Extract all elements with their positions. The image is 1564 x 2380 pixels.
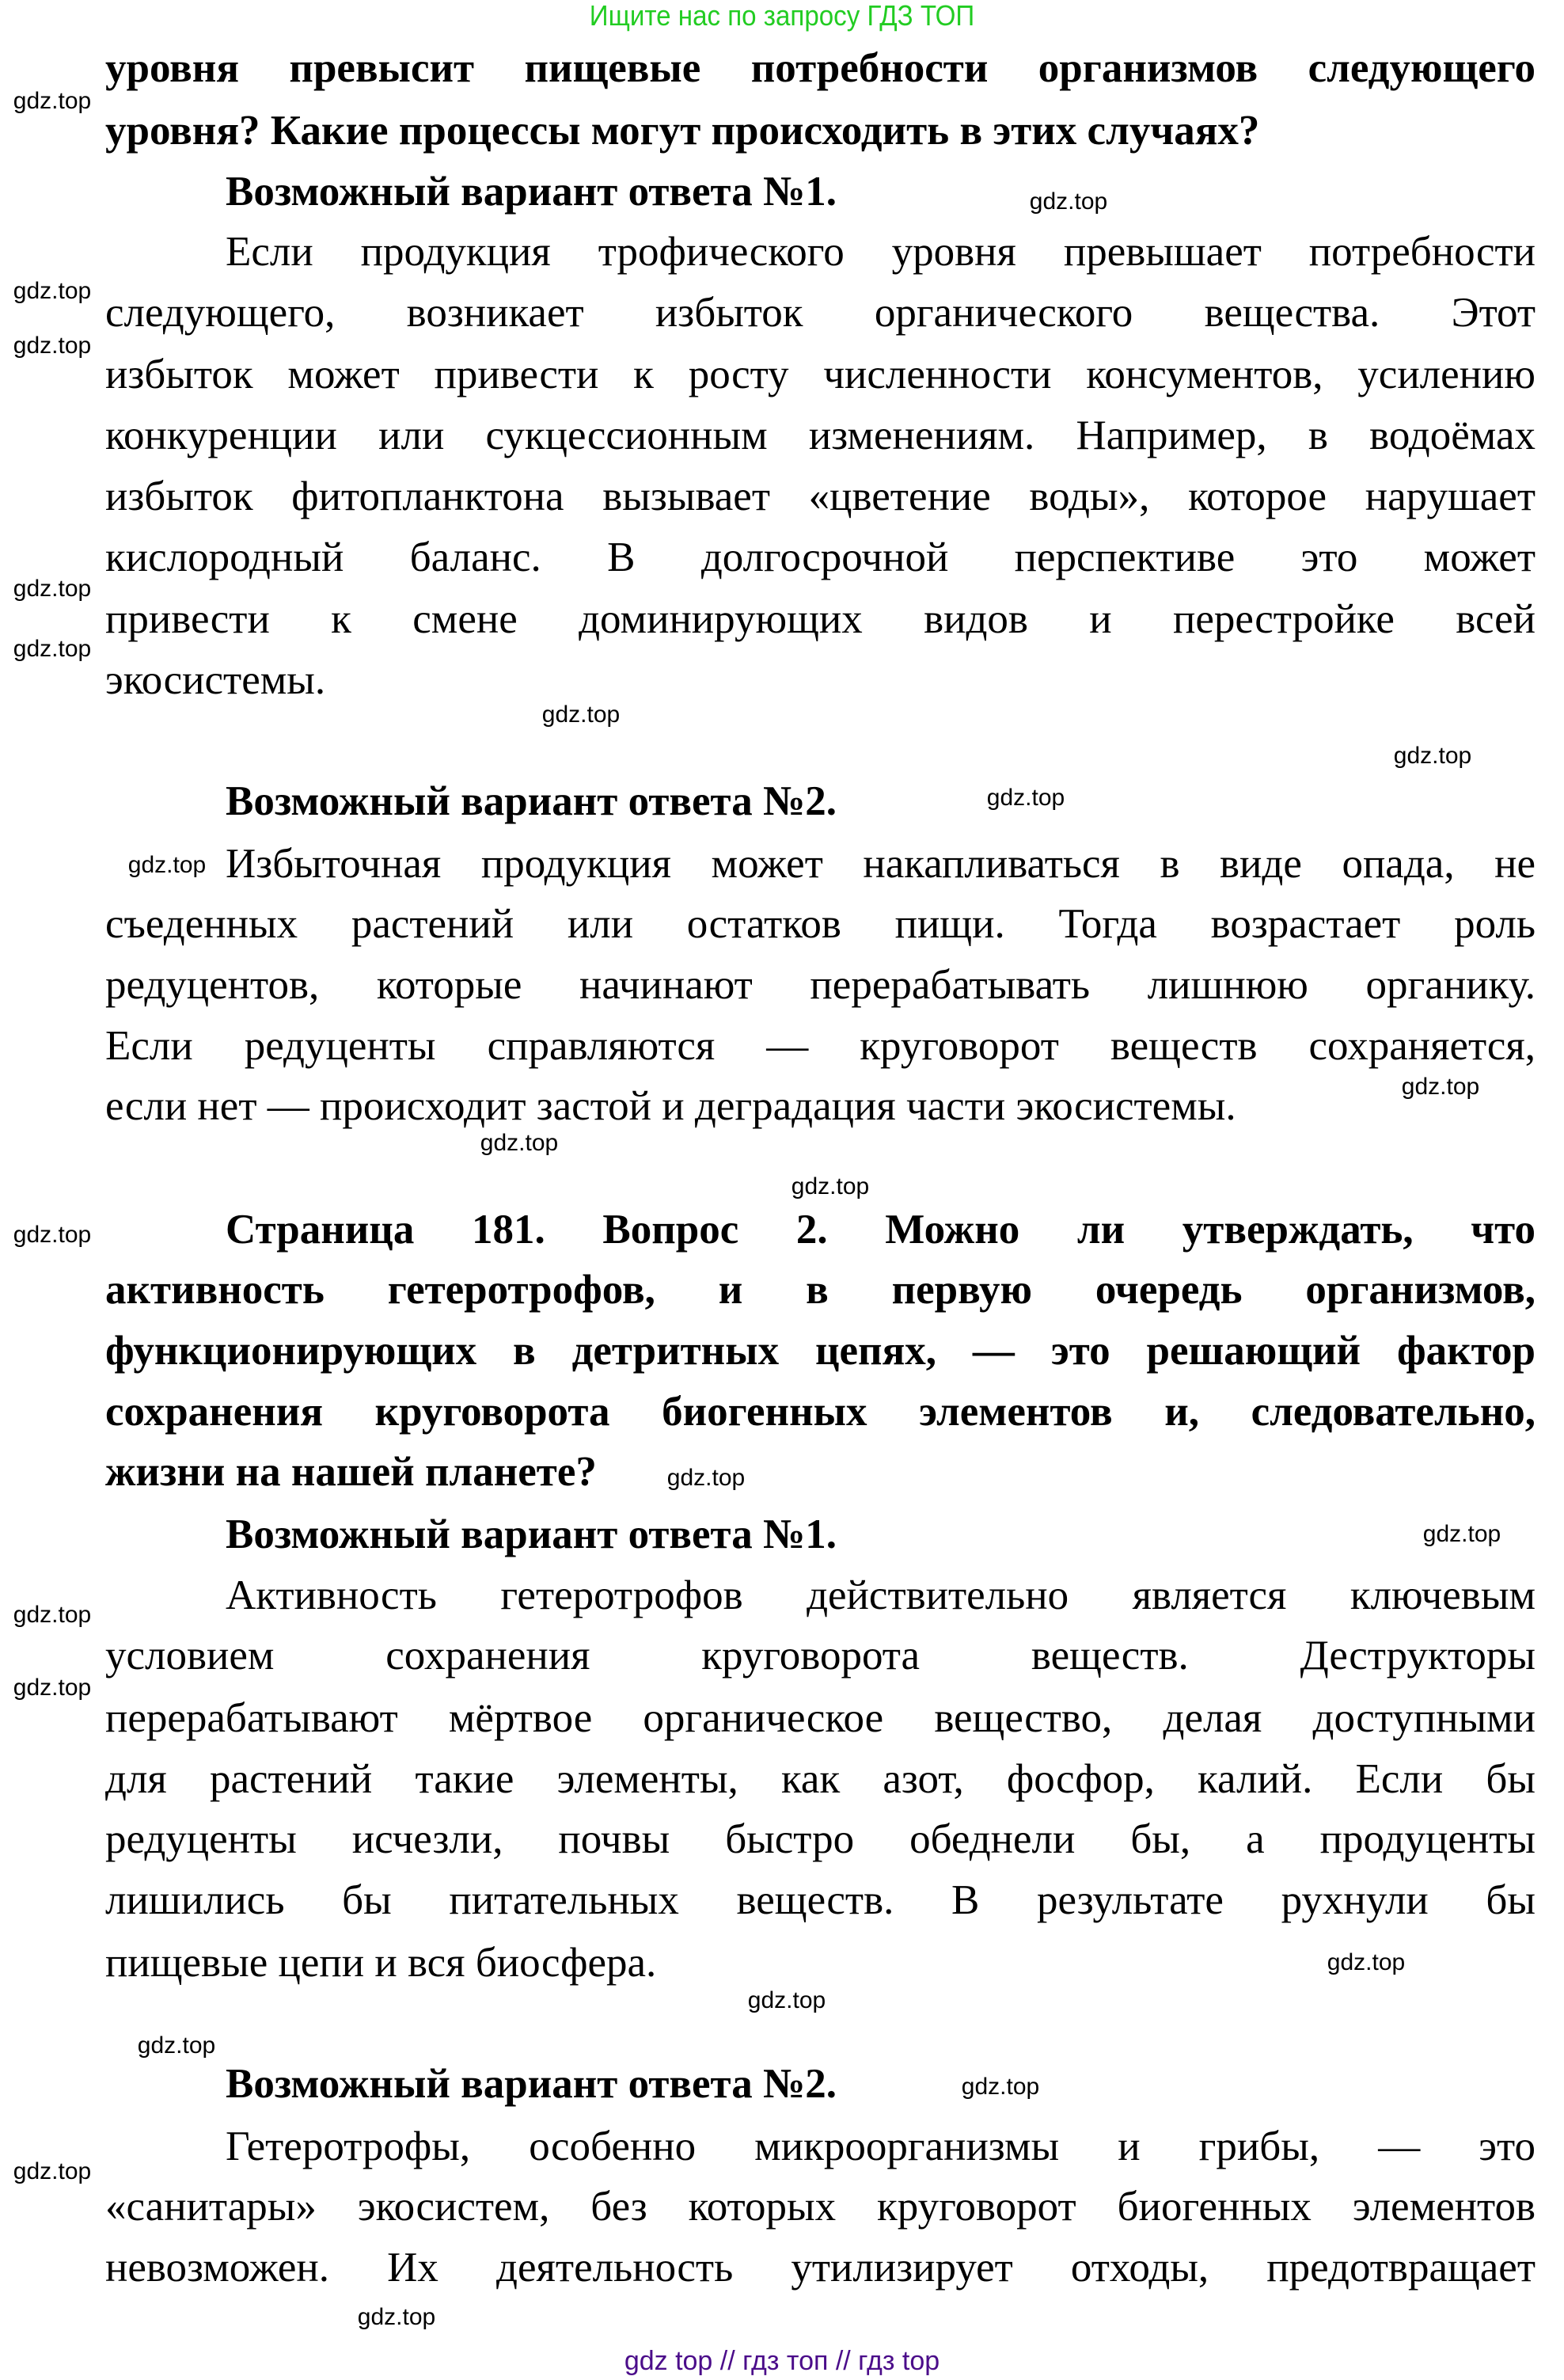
text-line: Избыточная продукция может накапливаться в виде опада, не (226, 841, 1536, 887)
watermark: gdz.top (791, 1173, 870, 1200)
text-line: съеденных растений или остатков пищи. Тогда возрастает роль (105, 901, 1536, 947)
text-line: следующего, возникает избыток органического вещества. Этот (105, 290, 1536, 336)
text-line: невозможен. Их деятельность утилизирует отходы, предотвращает (105, 2245, 1536, 2291)
watermark: gdz.top (986, 785, 1065, 811)
text-line: избыток фитопланктона вызывает «цветение воды», которое нарушает (105, 473, 1536, 519)
text-line: редуценты исчезли, почвы быстро обеднели бы, а продуценты (105, 1816, 1536, 1862)
heading-line: жизни на нашей планете? (105, 1449, 597, 1495)
heading-line: Возможный вариант ответа №1. (226, 169, 837, 215)
watermark: gdz.top (13, 1602, 92, 1628)
text-line: Активность гетеротрофов действительно является ключевым (226, 1572, 1536, 1618)
text-line: «санитары» экосистем, без которых круговорот биогенных элементов (105, 2184, 1536, 2230)
text-line: Если продукция трофического уровня превышает потребности (226, 229, 1536, 275)
text-line: пищевые цепи и вся биосфера. (105, 1940, 657, 1986)
watermark: gdz.top (13, 278, 92, 304)
watermark: gdz.top (13, 88, 92, 114)
watermark: gdz.top (541, 701, 621, 728)
heading-line: Возможный вариант ответа №2. (226, 2061, 837, 2107)
watermark: gdz.top (480, 1130, 559, 1156)
watermark: gdz.top (747, 1987, 826, 2013)
text-line: избыток может привести к росту численности консументов, усилению (105, 352, 1536, 397)
watermark: gdz.top (13, 2158, 92, 2184)
watermark: gdz.top (357, 2304, 436, 2330)
text-line: экосистемы. (105, 657, 326, 703)
watermark: gdz.top (13, 333, 92, 359)
top-banner-link[interactable]: Ищите нас по запросу ГДЗ ТОП (589, 0, 975, 32)
text-line: Если редуценты справляются — круговорот веществ сохраняется, (105, 1023, 1536, 1069)
text-line: привести к смене доминирующих видов и перестройке всей (105, 596, 1536, 642)
heading-line: активность гетеротрофов, и в первую очередь организмов, (105, 1267, 1536, 1313)
watermark: gdz.top (1393, 743, 1472, 769)
text-line: конкуренции или сукцессионным изменениям. Например, в водоёмах (105, 413, 1536, 458)
text-line: Гетеротрофы, особенно микроорганизмы и грибы, — это (226, 2123, 1536, 2169)
watermark: gdz.top (13, 636, 92, 662)
watermark: gdz.top (1029, 188, 1108, 215)
text-line: для растений такие элементы, как азот, фосфор, калий. Если бы (105, 1756, 1536, 1802)
watermark: gdz.top (1327, 1949, 1406, 1975)
watermark: gdz.top (961, 2074, 1040, 2100)
heading-line: Возможный вариант ответа №2. (226, 778, 837, 824)
watermark: gdz.top (1401, 1074, 1480, 1100)
heading-line: сохранения круговорота биогенных элементов и, следовательно, (105, 1389, 1536, 1435)
heading-line: Страница 181. Вопрос 2. Можно ли утверждать, что (226, 1207, 1536, 1253)
watermark: gdz.top (127, 852, 207, 878)
text-line: если нет — происходит застой и деградация части экосистемы. (105, 1083, 1236, 1129)
watermark: gdz.top (1422, 1521, 1501, 1547)
watermark: gdz.top (13, 1675, 92, 1701)
watermark: gdz.top (137, 2032, 216, 2059)
footer-links[interactable]: gdz top // гдз топ // гдз top (624, 2346, 940, 2376)
text-line: условием сохранения круговорота веществ. Деструкторы (105, 1633, 1536, 1679)
heading-line: функционирующих в детритных цепях, — это решающий фактор (105, 1328, 1536, 1374)
text-line: кислородный баланс. В долгосрочной перспективе это может (105, 534, 1536, 580)
text-line: лишились бы питательных веществ. В результате рухнули бы (105, 1877, 1536, 1923)
watermark: gdz.top (13, 576, 92, 602)
heading-line: уровня превысит пищевые потребности организмов следующего (105, 45, 1536, 91)
watermark: gdz.top (13, 1222, 92, 1248)
heading-line: Возможный вариант ответа №1. (226, 1511, 837, 1557)
watermark: gdz.top (666, 1465, 746, 1491)
heading-line: уровня? Какие процессы могут происходить в этих случаях? (105, 108, 1260, 154)
text-line: редуцентов, которые начинают перерабатывать лишнюю органику. (105, 962, 1536, 1008)
text-line: перерабатывают мёртвое органическое вещество, делая доступными (105, 1695, 1536, 1741)
